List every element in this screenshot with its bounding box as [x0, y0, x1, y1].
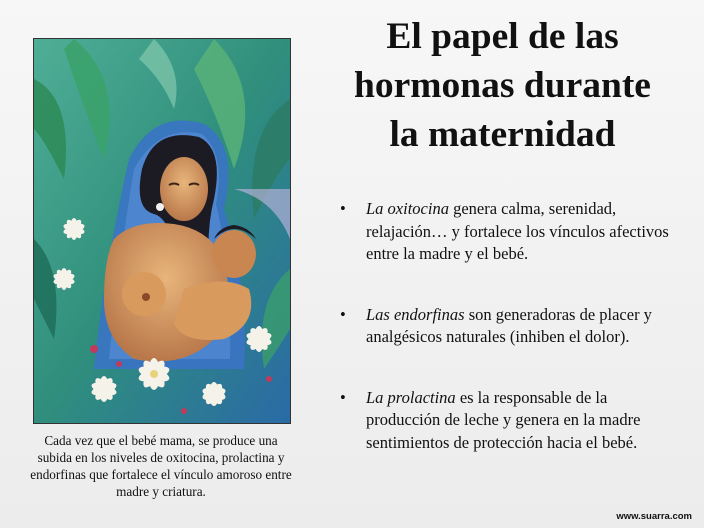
- bullet-marker: •: [340, 304, 346, 324]
- bullet-term: Las endorfinas: [366, 304, 465, 324]
- title-line: la maternidad: [389, 114, 616, 155]
- bullet-term: La oxitocina: [366, 199, 449, 218]
- bullet-text: es la responsable de la producción de leche y genera en la madre sentimientos de protección hacia el bebé.: [366, 387, 641, 452]
- title-line: El papel de las: [386, 16, 619, 57]
- bullet-item: [340, 198, 670, 266]
- bullet-marker: •: [340, 387, 346, 407]
- image-caption: Cada vez que el bebé mama, se produce una subida en los niveles de oxitocina, prolactina y endorfinas que fortalece el vínculo amoroso entre madre y criatura.: [30, 433, 292, 499]
- source-url: www.suarra.com: [616, 511, 692, 522]
- bullet-item: [340, 387, 670, 455]
- bullet-text: genera calma, serenidad, relajación… y fortalece los vínculos afectivos entre la madre y el bebé.: [366, 199, 669, 263]
- bullet-list: [340, 198, 670, 454]
- bullet-item: [340, 304, 670, 349]
- mother-breastfeeding-painting: [33, 38, 291, 424]
- painting-illustration: [34, 39, 290, 423]
- title-line: hormonas durante: [354, 65, 651, 106]
- slide-title: [310, 12, 695, 159]
- bullet-text: son generadoras de placer y analgésicos naturales (inhiben el dolor).: [366, 304, 652, 346]
- bullet-term: La prolactina: [366, 387, 456, 407]
- bullet-marker: •: [340, 199, 346, 218]
